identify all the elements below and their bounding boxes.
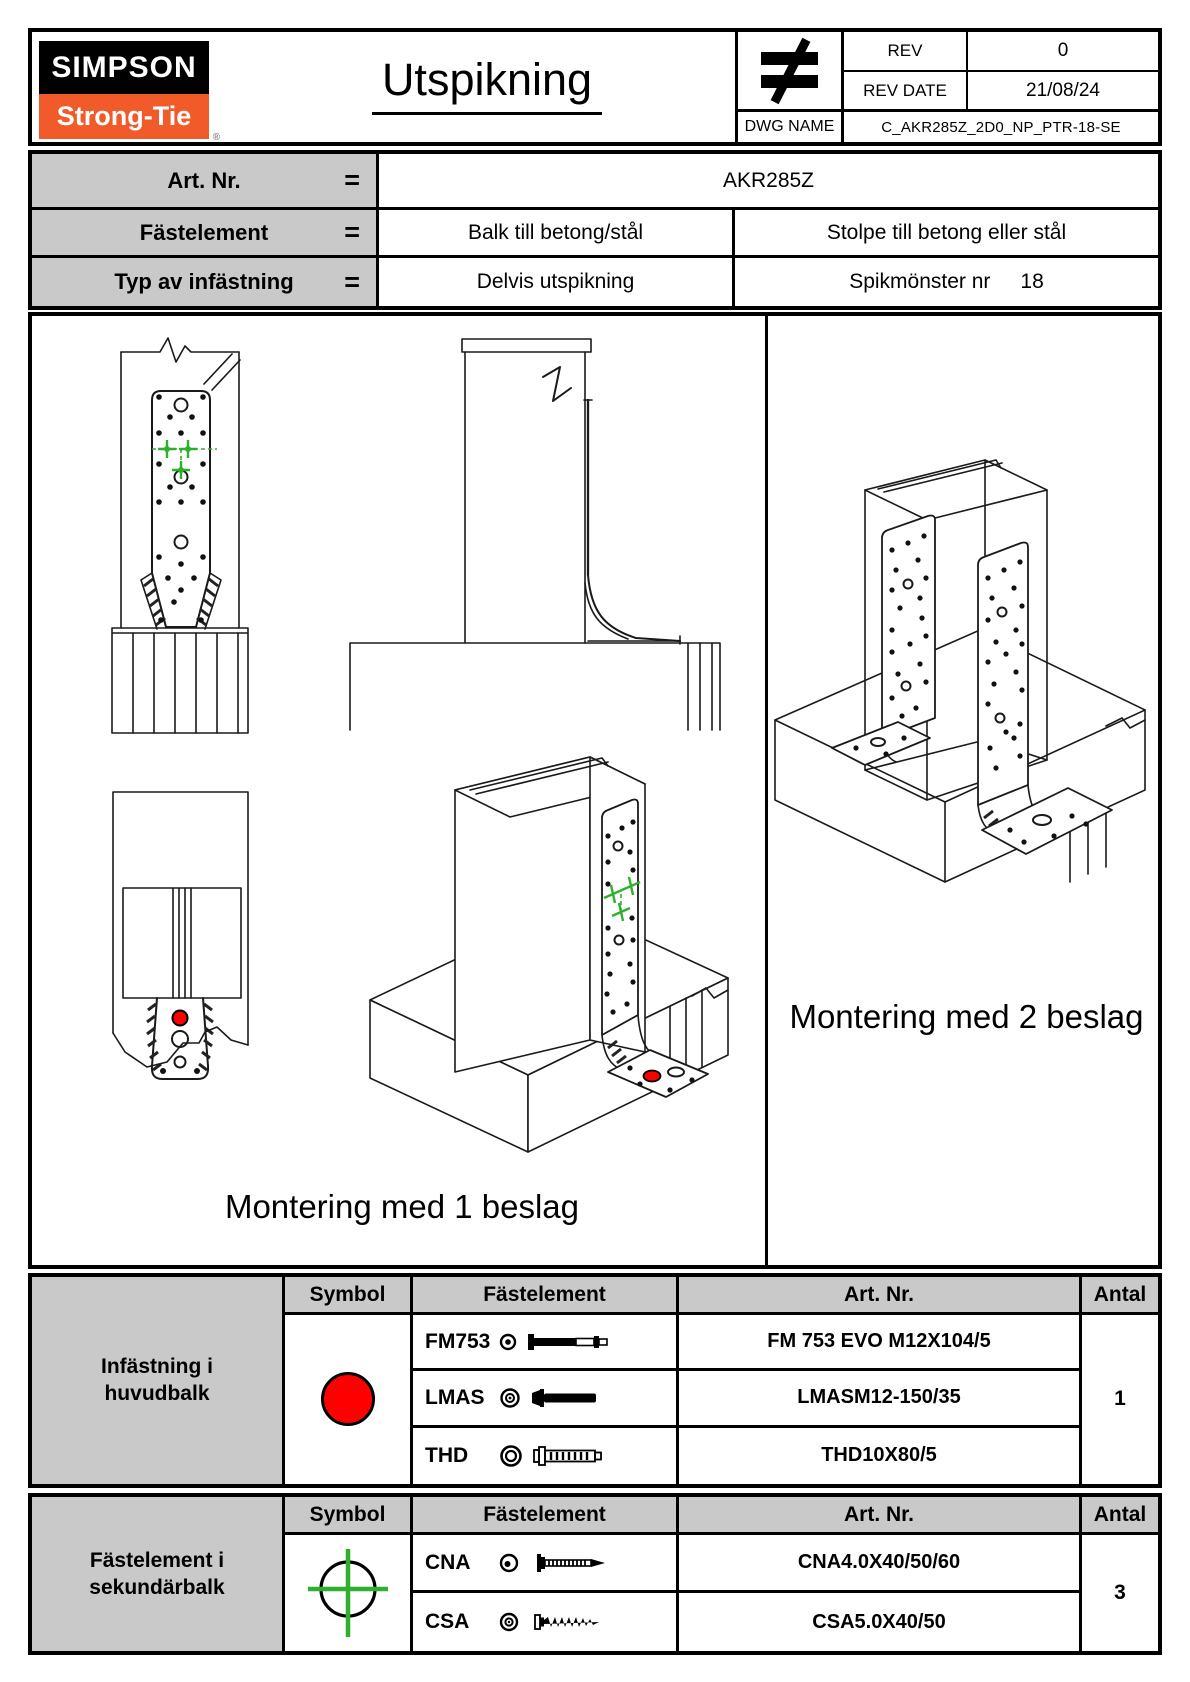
art-nr-value: CNA4.0X40/50/60 <box>679 1535 1082 1593</box>
nail-head-icon <box>499 1552 519 1574</box>
fastener-code: FM753 <box>425 1329 491 1353</box>
art-nr-value: LMASM12-150/35 <box>679 1371 1082 1427</box>
header-art-nr: Art. Nr. <box>679 1497 1082 1535</box>
secondary-beam-fastener-table <box>28 1493 1162 1655</box>
plan-view-drawing <box>95 780 260 1150</box>
secondary-beam-symbol-cell <box>285 1535 413 1651</box>
caption-one-bracket: Montering med 1 beslag <box>224 1188 580 1225</box>
isometric-two-brackets-drawing <box>770 430 1160 990</box>
red-circle-symbol-icon <box>321 1372 375 1426</box>
rev-label: REV <box>844 32 968 72</box>
side-elevation-drawing <box>340 325 730 735</box>
main-beam-row-label: Infästning i huvudbalk <box>32 1277 285 1484</box>
equals-sign: = <box>344 217 360 247</box>
fastener-code: CSA <box>425 1610 470 1633</box>
equals-sign: = <box>344 165 360 195</box>
header-fastener: Fästelement <box>413 1277 679 1315</box>
fastener-code: LMAS <box>425 1385 485 1409</box>
title-block-header <box>28 28 1162 146</box>
fastener-row-thd <box>413 1428 679 1484</box>
registered-mark: ® <box>212 132 220 143</box>
header-symbol: Symbol <box>285 1277 413 1315</box>
main-beam-qty: 1 <box>1114 1387 1126 1411</box>
dwg-name-label: DWG NAME <box>738 112 844 142</box>
header-art-nr: Art. Nr. <box>679 1277 1082 1315</box>
art-nr-value: CSA5.0X40/50 <box>679 1593 1082 1651</box>
fastener-value-left: Balk till betong/stål <box>379 210 735 258</box>
nail-pattern-number: 18 <box>1020 270 1044 293</box>
header-qty: Antal <box>1082 1277 1158 1315</box>
simpson-strongtie-logo <box>39 41 220 143</box>
header-fastener: Fästelement <box>413 1497 679 1535</box>
header-symbol: Symbol <box>285 1497 413 1535</box>
wood-screw-icon <box>529 1611 613 1633</box>
type-value-left: Delvis utspikning <box>379 258 735 306</box>
equals-sign: = <box>344 266 360 297</box>
isometric-one-bracket-drawing <box>340 700 740 1175</box>
sheet-title-wrap <box>242 54 732 115</box>
logo-strongtie-text: Strong-Tie <box>56 101 192 131</box>
fastener-label: Fästelement <box>139 219 269 245</box>
concrete-screw-icon <box>533 1444 613 1468</box>
secondary-beam-qty: 3 <box>1114 1581 1126 1604</box>
bolt-icon <box>527 1331 611 1353</box>
main-beam-symbol-cell <box>285 1315 413 1484</box>
header-qty: Antal <box>1082 1497 1158 1535</box>
fastener-row-fm753 <box>413 1315 679 1371</box>
logo-strongtie <box>39 94 220 143</box>
fastener-code: CNA <box>425 1550 471 1574</box>
art-nr-value: THD10X80/5 <box>679 1428 1082 1484</box>
art-nr-label: Art. Nr. <box>167 167 241 193</box>
sheet-title: Utspikning <box>372 54 602 115</box>
washer-head-icon <box>499 1331 517 1353</box>
screw-head-icon <box>499 1611 519 1633</box>
drawing-area <box>28 312 1162 1269</box>
nail-pattern-label: Spikmönster nr <box>849 270 991 293</box>
fastener-code: THD <box>425 1443 469 1467</box>
revision-block <box>735 32 1158 142</box>
art-nr-value: FM 753 EVO M12X104/5 <box>679 1315 1082 1371</box>
main-beam-fastener-table <box>28 1273 1162 1488</box>
caption-two-brackets: Montering med 2 beslag <box>789 998 1144 1035</box>
not-equal-icon <box>759 42 821 100</box>
type-label: Typ av infästning <box>114 269 294 294</box>
green-nail-markers <box>152 440 217 479</box>
logo-simpson: SIMPSON <box>39 41 209 94</box>
rev-value: 0 <box>968 32 1158 72</box>
not-equal-cell <box>738 32 844 112</box>
washer-head-icon <box>499 1444 523 1468</box>
fastener-row-csa <box>413 1593 679 1651</box>
panel-divider <box>765 316 768 1265</box>
dwg-name-value: C_AKR285Z_2D0_NP_PTR-18-SE <box>881 118 1121 136</box>
anchor-bolt-icon <box>531 1387 611 1409</box>
fastener-row-cna <box>413 1535 679 1593</box>
fastener-value-right: Stolpe till betong eller stål <box>735 210 1158 258</box>
art-nr-label-cell <box>32 154 379 210</box>
art-nr-value: AKR285Z <box>379 154 1158 210</box>
washer-head-icon <box>499 1387 521 1409</box>
rev-date-value: 21/08/24 <box>968 72 1158 112</box>
green-crosshair-symbol-icon <box>302 1545 394 1641</box>
secondary-beam-row-label: Fästelement i sekundärbalk <box>32 1497 285 1651</box>
fastener-label-cell <box>32 210 379 258</box>
nail-icon <box>529 1552 613 1574</box>
nail-holes <box>156 394 206 623</box>
rev-date-label: REV DATE <box>844 72 968 112</box>
front-elevation-drawing <box>88 330 323 735</box>
article-info-table <box>28 150 1162 310</box>
nail-pattern-cell <box>735 258 1158 306</box>
fastener-row-lmas <box>413 1371 679 1427</box>
type-label-cell <box>32 258 379 306</box>
